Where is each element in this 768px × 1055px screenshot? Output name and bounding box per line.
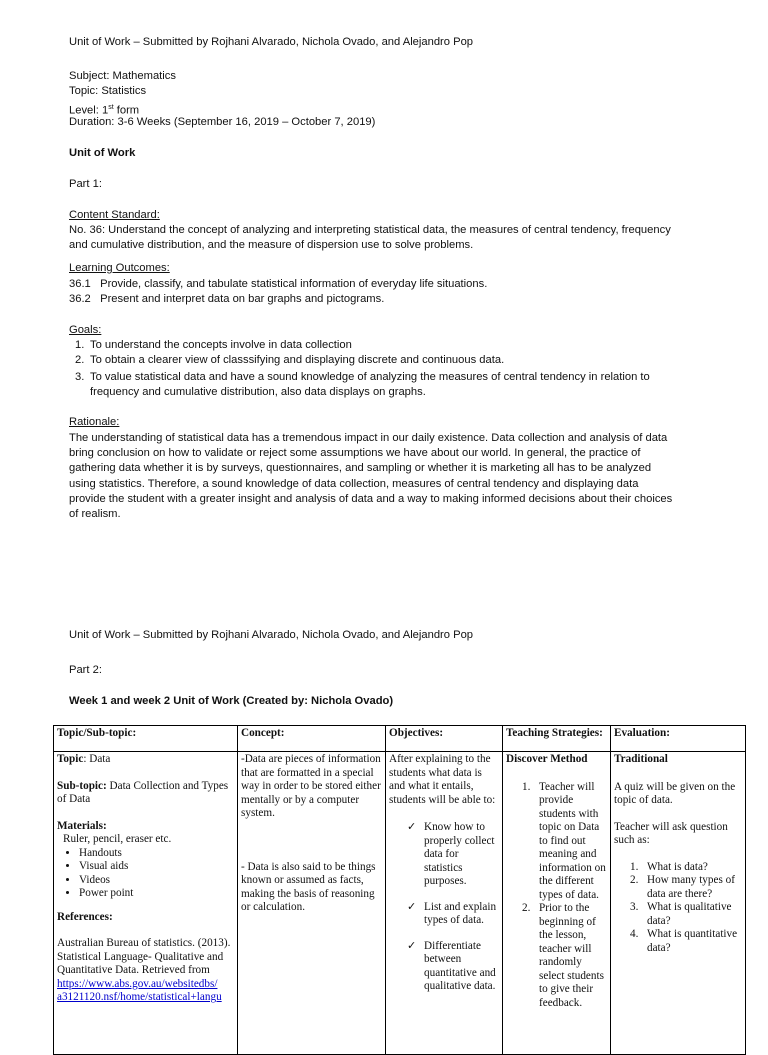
materials-label: Materials: <box>57 819 107 832</box>
concept-paragraph: - Data is also said to be things known or assumed as facts, making the basis of reasoning or calculation. <box>241 860 376 913</box>
objective-text: Differentiate between quantitative and qualitative data. <box>424 939 496 992</box>
goal-text: To value statistical data and have a sound knowledge of analyzing the measures of central tendency in relation to <box>90 371 650 383</box>
topic-cell <box>54 752 238 1055</box>
rationale-line: using statistics. Therefore, a sound knowledge of data collection, measures of central tendency and displaying data <box>69 478 639 490</box>
list-item: • Visual aids <box>79 860 234 874</box>
list-item: • Videos <box>79 874 234 888</box>
evaluation-cell <box>611 752 746 1055</box>
content-standard-line-2: and cumulative distribution, and the measure of dispersion use to solve problems. <box>69 239 474 251</box>
header-topic: Topic/Sub-topic: <box>54 726 238 752</box>
list-item: • Power point <box>79 887 234 901</box>
goal-number: 3. <box>75 371 85 383</box>
table-header-row <box>54 726 746 752</box>
concept-paragraph: -Data are pieces of information that are formatted in a special way in order to be stored either mentally or by a computer system. <box>241 753 381 819</box>
header-teaching-strategies: Teaching Strategies: <box>503 726 611 752</box>
level-suffix: form <box>113 104 140 117</box>
learning-outcome-item <box>69 277 487 292</box>
header-objectives: Objectives: <box>386 726 503 752</box>
objectives-intro: After explaining to the students what data is and what it entails, students will be able to: <box>389 753 496 806</box>
topic-line: Topic: Statistics <box>69 85 147 97</box>
rationale-heading: Rationale: <box>69 416 120 428</box>
subtopic-label: Sub-topic: <box>57 779 107 792</box>
concept-cell <box>238 752 386 1055</box>
week-heading: Week 1 and week 2 Unit of Work (Created by: Nichola Ovado) <box>69 695 394 707</box>
topic-label: Topic <box>57 753 84 765</box>
question-number: 4. <box>630 928 639 940</box>
outcome-number: 36.2 <box>69 293 91 305</box>
table-row <box>54 752 746 1055</box>
materials-list <box>57 847 234 901</box>
step-text: Teacher will provide students with topic on Data to find out meaning and information on the different types of data. <box>539 780 606 901</box>
reference-link[interactable]: a3121120.nsf/home/statistical+langu <box>57 991 222 1003</box>
list-item <box>614 861 742 875</box>
list-item <box>389 821 499 889</box>
header-evaluation: Evaluation: <box>611 726 746 752</box>
evaluation-questions-list <box>614 861 742 956</box>
learning-outcome-item <box>69 292 384 307</box>
goal-number: 1. <box>75 339 85 351</box>
teaching-method: Discover Method <box>506 753 588 765</box>
goal-number: 2. <box>75 354 85 366</box>
list-item <box>506 902 607 1010</box>
reference-link[interactable]: https://www.abs.gov.au/websitedbs/ <box>57 977 218 990</box>
content-standard-line-1: No. 36: Understand the concept of analyzing and interpreting statistical data, the measures of central tendency, frequency <box>69 224 671 236</box>
list-item <box>506 781 607 903</box>
content-standard-heading: Content Standard: <box>69 209 160 221</box>
learning-outcomes-heading: Learning Outcomes: <box>69 262 170 274</box>
list-item <box>614 874 742 901</box>
goal-text-continued: frequency and cumulative distribution, also data displays on graphs. <box>90 386 426 398</box>
rationale-line: gathering data whether it is by surveys, questionnaires, and sampling or whether it is marketing all has to be analyzed <box>69 462 652 474</box>
list-item <box>389 940 499 994</box>
question-text: What is data? <box>647 860 708 873</box>
list-item <box>614 901 742 928</box>
header-concept: Concept: <box>238 726 386 752</box>
unit-of-work-table <box>53 725 746 1055</box>
references-label: References: <box>57 910 113 923</box>
unit-of-work-heading: Unit of Work <box>69 147 136 159</box>
list-item: • Handouts <box>79 847 234 861</box>
objectives-cell <box>386 752 503 1055</box>
outcome-number: 36.1 <box>69 278 91 290</box>
part2-label: Part 2: <box>69 664 102 676</box>
step-text: Prior to the beginning of the lesson, teacher will randomly select students to give their feedback. <box>539 902 604 1009</box>
step-number: 1. <box>522 780 531 793</box>
step-number: 2. <box>522 902 531 914</box>
topic-value: : Data <box>83 753 111 765</box>
reference-text: Australian Bureau of statistics. (2013). Statistical Language- Qualitative and Quantitative Data. Retrieved from <box>57 937 231 976</box>
outcome-text: Present and interpret data on bar graphs and pictograms. <box>100 293 385 305</box>
question-text: What is qualitative data? <box>647 901 732 927</box>
duration-line: Duration: 3-6 Weeks (September 16, 2019 – October 7, 2019) <box>69 116 376 128</box>
question-number: 2. <box>630 874 639 886</box>
question-number: 3. <box>630 901 639 913</box>
objective-text: List and explain types of data. <box>424 900 497 926</box>
outcome-text: Provide, classify, and tabulate statistical information of everyday life situations. <box>100 278 488 290</box>
checkmark-icon: ✓ <box>407 900 417 913</box>
objectives-list <box>389 821 499 994</box>
level-text: Level: 1 <box>69 104 109 117</box>
materials-intro: Ruler, pencil, eraser etc. <box>63 833 172 845</box>
document-header: Unit of Work – Submitted by Rojhani Alvarado, Nichola Ovado, and Alejandro Pop <box>69 36 474 48</box>
question-text: How many types of data are there? <box>647 874 735 900</box>
teaching-strategies-cell <box>503 752 611 1055</box>
checkmark-icon: ✓ <box>407 821 417 833</box>
objective-text: Know how to properly collect data for statistics purposes. <box>424 821 495 887</box>
question-number: 1. <box>630 860 639 873</box>
subject-line: Subject: Mathematics <box>69 70 176 82</box>
part1-label: Part 1: <box>69 178 102 190</box>
document-header-page-2: Unit of Work – Submitted by Rojhani Alvarado, Nichola Ovado, and Alejandro Pop <box>69 629 474 641</box>
list-item <box>389 901 499 928</box>
evaluation-paragraph: Teacher will ask question such as: <box>614 820 728 846</box>
rationale-line: of realism. <box>69 508 121 520</box>
subtopic-value: Data Collection and Types of Data <box>57 779 229 805</box>
rationale-line: bring conclusion on how to validate or reject some assumptions we have about our world. In general, the practice of <box>69 447 641 459</box>
evaluation-type: Traditional <box>614 753 668 765</box>
level-superscript: st <box>108 104 114 111</box>
rationale-line: The understanding of statistical data has a tremendous impact in our daily existence. Data collection and analysis of data <box>69 432 668 444</box>
goal-text: To obtain a clearer view of classsifying and displaying discrete and continuous data. <box>90 354 505 366</box>
list-item <box>614 928 742 955</box>
goal-text: To understand the concepts involve in data collection <box>90 339 352 351</box>
goals-heading: Goals: <box>69 324 102 336</box>
checkmark-icon: ✓ <box>407 939 417 952</box>
evaluation-paragraph: A quiz will be given on the topic of data. <box>614 780 736 806</box>
teaching-steps-list <box>506 781 607 1011</box>
rationale-line: provide the student with a greater insight and analysis of data and a way to making informed decisions about their choices <box>69 493 673 505</box>
question-text: What is quantitative data? <box>647 928 738 954</box>
